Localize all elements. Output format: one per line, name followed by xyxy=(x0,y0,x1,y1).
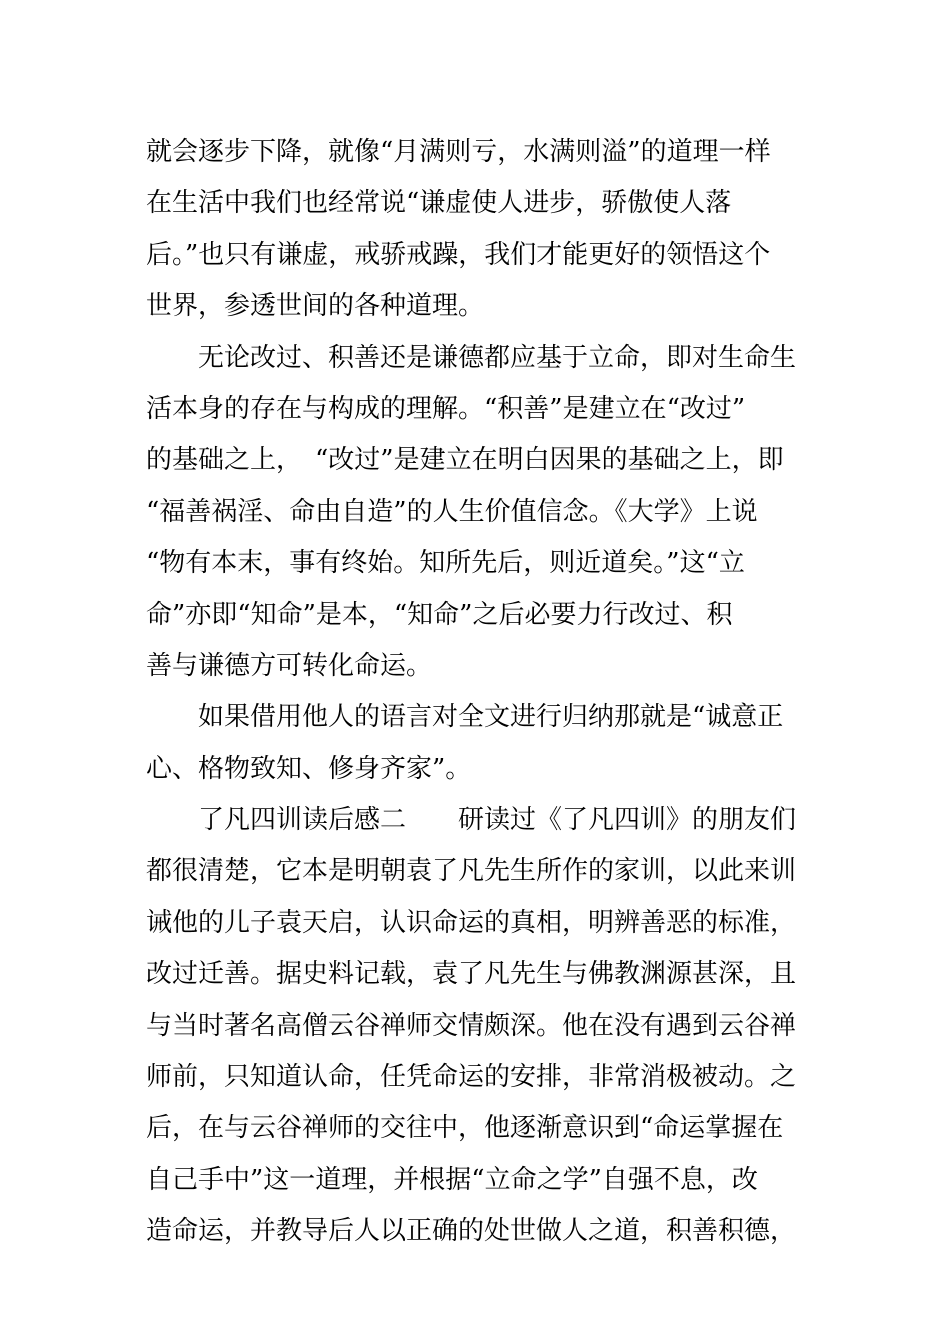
text-line: 后，在与云谷禅师的交往中，他逐渐意识到“命运掌握在 xyxy=(146,1113,784,1144)
text-line: 无论改过、积善还是谦德都应基于立命，即对生命生 xyxy=(146,342,797,373)
text-line: 世界，参透世间的各种道理。 xyxy=(146,291,485,322)
text-line: 改过迁善。据史料记载，袁了凡先生与佛教渊源甚深，且 xyxy=(146,959,797,990)
document-page xyxy=(146,127,806,1258)
text-line: 就会逐步下降，就像“月满则亏，水满则溢”的道理一样 xyxy=(146,137,771,167)
text-line: 命”亦即“知命”是本，“知命”之后必要力行改过、积 xyxy=(146,599,733,630)
text-line: 诫他的儿子袁天启，认识命运的真相，明辨善恶的标准， xyxy=(146,907,797,938)
text-line: 善与谦德方可转化命运。 xyxy=(146,650,433,681)
text-line: 心、格物致知、修身齐家”。 xyxy=(146,753,472,784)
text-line: “物有本末，事有终始。知所先后，则近道矣。”这“立 xyxy=(146,548,745,579)
text-line: “福善祸淫、命由自造”的人生价值信念。《大学》上说 xyxy=(146,496,758,527)
text-line: 自己手中”这一道理，并根据“立命之学”自强不息，改 xyxy=(146,1164,758,1195)
text-line: 都很清楚，它本是明朝袁了凡先生所作的家训，以此来训 xyxy=(146,856,797,887)
text-line: 活本身的存在与构成的理解。“积善”是建立在“改过” xyxy=(146,393,746,424)
text-line: 的基础之上， “改过”是建立在明白因果的基础之上，即 xyxy=(146,445,784,476)
text-line: 了凡四训读后感二 研读过《了凡四训》的朋友们 xyxy=(146,805,797,836)
text-line: 如果借用他人的语言对全文进行归纳那就是“诚意正 xyxy=(146,702,784,733)
text-line: 在生活中我们也经常说“谦虚使人进步，骄傲使人落 xyxy=(146,188,732,219)
text-line: 与当时著名高僧云谷禅师交情颇深。他在没有遇到云谷禅 xyxy=(146,1010,797,1041)
text-line: 后。”也只有谦虚，戒骄戒躁，我们才能更好的领悟这个 xyxy=(146,239,771,270)
text-line: 造命运，并教导后人以正确的处世做人之道，积善积德， xyxy=(146,1216,797,1247)
text-line: 师前，只知道认命，任凭命运的安排，非常消极被动。之 xyxy=(146,1062,797,1093)
